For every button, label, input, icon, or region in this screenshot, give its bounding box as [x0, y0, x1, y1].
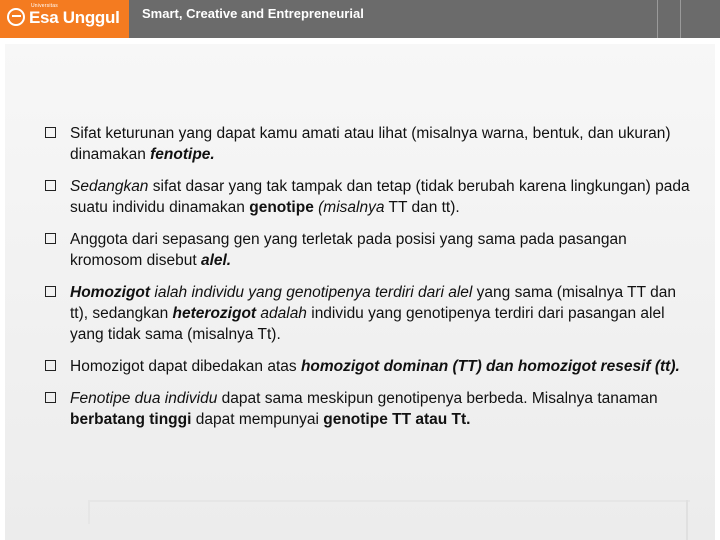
- bullet-text-run: sifat dasar yang tak tampak dan tetap (tidak berubah karena lingkungan) pada suatu individu dinamakan: [70, 178, 690, 216]
- bullet-item: [44, 229, 694, 271]
- bullet-text-run: genotipe: [249, 199, 314, 216]
- bullet-text-run: dapat mempunyai: [191, 411, 324, 428]
- logo-small-text: Universitas: [31, 3, 58, 9]
- bullet-item: [44, 176, 694, 218]
- bullet-text-run: homozigot dominan (TT) dan homozigot resesif (tt).: [300, 358, 680, 375]
- header-bar: [0, 0, 720, 38]
- bullet-text-run: Anggota dari sepasang gen yang terletak pada posisi yang sama pada pasangan kromosom disebut: [70, 231, 627, 269]
- bullet-text-run: Sedangkan: [70, 178, 149, 195]
- bullet-item: [44, 356, 694, 377]
- bullet-text-run: alel.: [200, 252, 232, 269]
- slide-content: [44, 123, 694, 441]
- bullet-text-run: ialah individu yang genotipenya terdiri dari alel: [150, 284, 473, 301]
- checkbox-bullet-icon: [45, 360, 56, 371]
- logo-text: Esa Unggul: [29, 8, 120, 27]
- bullet-text-run: TT dan tt).: [384, 199, 460, 216]
- bullet-text-run: berbatang tinggi: [70, 411, 192, 428]
- bullet-text-run: Fenotipe dua individu: [70, 390, 218, 407]
- university-logo: [0, 0, 129, 38]
- bullet-text-run: dapat sama meskipun genotipenya berbeda. Misalnya tanaman: [217, 390, 658, 407]
- checkbox-bullet-icon: [45, 392, 56, 403]
- bullet-text-run: (misalnya: [313, 199, 385, 216]
- bullet-text-run: Homozigot: [70, 284, 151, 301]
- logo-emblem-icon: [7, 8, 25, 26]
- bullet-text-run: Homozigot dapat dibedakan atas: [70, 358, 301, 375]
- tagline: Smart, Creative and Entrepreneurial: [142, 6, 364, 21]
- bullet-item: [44, 123, 694, 165]
- bullet-item: [44, 282, 694, 345]
- bullet-text-run: adalah: [256, 305, 307, 322]
- right-frame-decoration: [686, 500, 688, 540]
- checkbox-bullet-icon: [45, 286, 56, 297]
- bullet-text-run: Sifat keturunan yang dapat kamu amati atau lihat (misalnya warna, bentuk, dan ukuran) dinamakan: [70, 125, 671, 163]
- bullet-text-run: heterozigot: [172, 305, 257, 322]
- header-decoration: [657, 0, 681, 38]
- bullet-text-run: fenotipe.: [150, 146, 215, 163]
- bullet-text-run: individu yang genotipenya terdiri dari pasangan alel yang tidak sama (misalnya Tt).: [70, 305, 665, 343]
- checkbox-bullet-icon: [45, 180, 56, 191]
- bottom-frame-decoration: [88, 500, 690, 524]
- bullet-text-run: yang sama (misalnya TT dan tt), sedangkan: [70, 284, 676, 322]
- bullet-text-run: genotipe TT atau Tt.: [323, 411, 471, 428]
- bullet-item: [44, 388, 694, 430]
- checkbox-bullet-icon: [45, 127, 56, 138]
- checkbox-bullet-icon: [45, 233, 56, 244]
